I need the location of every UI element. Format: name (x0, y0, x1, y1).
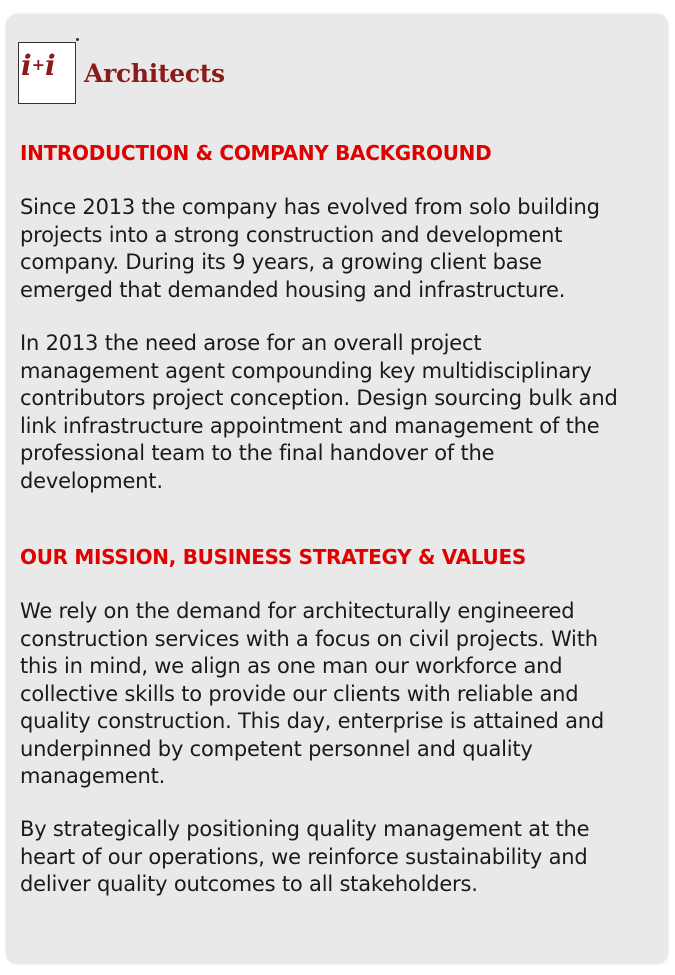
logo-mark: i+i (18, 42, 76, 104)
logo-company-name: Architects (84, 58, 225, 88)
section-heading-mission: OUR MISSION, BUSINESS STRATEGY & VALUES (20, 545, 526, 569)
paragraph-intro-2: In 2013 the need arose for an overall project management agent compounding key multidisciplinary contributors project conception. Design sourcing bulk and link infrastructure appointment and management of the professional team to the final handover of the development. (20, 331, 618, 493)
paragraph-mission-2: By strategically positioning quality management at the heart of our operations, we reinforce sustainability and deliver quality outcomes to all stakeholders. (20, 817, 590, 896)
document-card (6, 14, 668, 964)
section-heading-introduction: INTRODUCTION & COMPANY BACKGROUND (20, 141, 492, 165)
paragraph-intro-1: Since 2013 the company has evolved from solo building projects into a strong construction and development company. During its 9 years, a growing client base emerged that demanded housing and infrastructure. (20, 195, 600, 302)
company-logo (18, 42, 225, 104)
paragraph-mission-1: We rely on the demand for architecturally engineered construction services with a focus on civil projects. With this in mind, we align as one man our workforce and collective skills to provide our clients with reliable and quality construction. This day, enterprise is attained and underpinned by competent personnel and quality management. (20, 599, 605, 788)
